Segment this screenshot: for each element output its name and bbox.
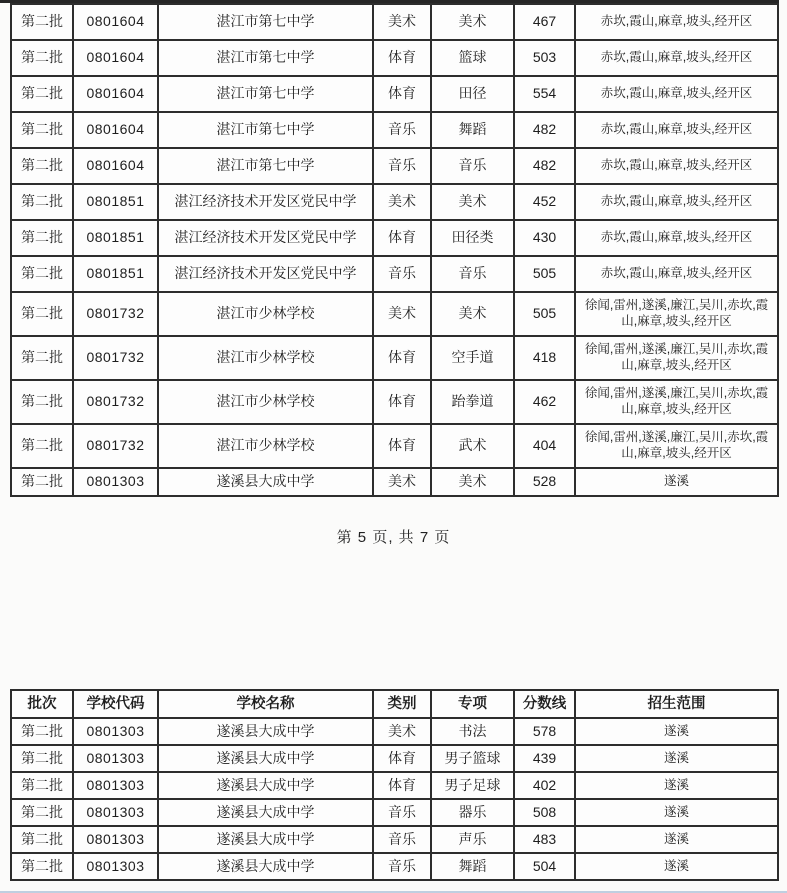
cell-category: 体育 [373, 424, 431, 468]
cell-score-line: 430 [514, 220, 575, 256]
cell-category: 体育 [373, 336, 431, 380]
cell-specialty: 舞蹈 [431, 853, 514, 880]
cell-category: 体育 [373, 772, 431, 799]
table-row [11, 745, 778, 772]
cell-batch: 第二批 [11, 468, 73, 496]
cell-school-code: 0801604 [73, 112, 158, 148]
header-score-line: 分数线 [514, 690, 575, 718]
cell-school-code: 0801732 [73, 292, 158, 336]
cell-batch: 第二批 [11, 853, 73, 880]
cell-batch: 第二批 [11, 4, 73, 40]
cell-score-line: 504 [514, 853, 575, 880]
cell-batch: 第二批 [11, 424, 73, 468]
admission-score-table-page6 [10, 689, 779, 881]
cell-school-code: 0801303 [73, 772, 158, 799]
cell-score-line: 462 [514, 380, 575, 424]
table-row [11, 184, 778, 220]
cell-admission-area: 赤坎,霞山,麻章,坡头,经开区 [575, 184, 778, 220]
table-row [11, 772, 778, 799]
cell-specialty: 田径类 [431, 220, 514, 256]
table-row [11, 799, 778, 826]
cell-specialty: 篮球 [431, 40, 514, 76]
cell-school-name: 遂溪县大成中学 [158, 826, 373, 853]
cell-school-name: 湛江市少林学校 [158, 292, 373, 336]
table-row [11, 424, 778, 468]
header-school-name: 学校名称 [158, 690, 373, 718]
header-school-code: 学校代码 [73, 690, 158, 718]
cell-category: 音乐 [373, 826, 431, 853]
cell-batch: 第二批 [11, 148, 73, 184]
cell-score-line: 482 [514, 148, 575, 184]
table-row [11, 112, 778, 148]
cell-category: 美术 [373, 292, 431, 336]
cell-school-code: 0801303 [73, 826, 158, 853]
cell-admission-area: 遂溪 [575, 745, 778, 772]
cell-category: 美术 [373, 718, 431, 745]
table-row [11, 292, 778, 336]
table-row [11, 468, 778, 496]
cell-school-name: 湛江经济技术开发区党民中学 [158, 256, 373, 292]
header-batch: 批次 [11, 690, 73, 718]
cell-admission-area: 遂溪 [575, 718, 778, 745]
cell-specialty: 田径 [431, 76, 514, 112]
cell-admission-area: 徐闻,雷州,遂溪,廉江,吴川,赤坎,霞山,麻章,坡头,经开区 [575, 424, 778, 468]
cell-school-code: 0801851 [73, 220, 158, 256]
cell-score-line: 418 [514, 336, 575, 380]
header-specialty: 专项 [431, 690, 514, 718]
cell-school-code: 0801604 [73, 148, 158, 184]
cell-category: 音乐 [373, 148, 431, 184]
cell-school-name: 湛江市少林学校 [158, 336, 373, 380]
cell-school-name: 遂溪县大成中学 [158, 718, 373, 745]
cell-admission-area: 遂溪 [575, 468, 778, 496]
cell-admission-area: 遂溪 [575, 853, 778, 880]
cell-batch: 第二批 [11, 184, 73, 220]
table-row [11, 4, 778, 40]
cell-score-line: 452 [514, 184, 575, 220]
table-row [11, 76, 778, 112]
cell-specialty: 音乐 [431, 148, 514, 184]
cell-specialty: 美术 [431, 292, 514, 336]
cell-batch: 第二批 [11, 292, 73, 336]
cell-category: 音乐 [373, 799, 431, 826]
table-row [11, 826, 778, 853]
cell-score-line: 404 [514, 424, 575, 468]
cell-school-name: 湛江市第七中学 [158, 40, 373, 76]
cell-school-code: 0801851 [73, 184, 158, 220]
table-row [11, 256, 778, 292]
cell-batch: 第二批 [11, 799, 73, 826]
cell-category: 体育 [373, 40, 431, 76]
cell-school-code: 0801303 [73, 745, 158, 772]
cell-category: 体育 [373, 745, 431, 772]
cell-specialty: 书法 [431, 718, 514, 745]
cell-admission-area: 赤坎,霞山,麻章,坡头,经开区 [575, 148, 778, 184]
cell-admission-area: 徐闻,雷州,遂溪,廉江,吴川,赤坎,霞山,麻章,坡头,经开区 [575, 380, 778, 424]
cell-school-name: 湛江市少林学校 [158, 424, 373, 468]
cell-score-line: 439 [514, 745, 575, 772]
cell-specialty: 器乐 [431, 799, 514, 826]
cell-admission-area: 遂溪 [575, 772, 778, 799]
cell-admission-area: 赤坎,霞山,麻章,坡头,经开区 [575, 220, 778, 256]
cell-category: 音乐 [373, 112, 431, 148]
table-row [11, 380, 778, 424]
cell-school-code: 0801732 [73, 424, 158, 468]
cell-school-code: 0801303 [73, 468, 158, 496]
cell-school-code: 0801604 [73, 4, 158, 40]
cell-category: 美术 [373, 468, 431, 496]
cell-specialty: 跆拳道 [431, 380, 514, 424]
cell-batch: 第二批 [11, 112, 73, 148]
cell-school-name: 湛江市第七中学 [158, 76, 373, 112]
table-row [11, 853, 778, 880]
cell-score-line: 508 [514, 799, 575, 826]
cell-score-line: 528 [514, 468, 575, 496]
cell-batch: 第二批 [11, 745, 73, 772]
cell-admission-area: 赤坎,霞山,麻章,坡头,经开区 [575, 4, 778, 40]
cell-score-line: 503 [514, 40, 575, 76]
header-category: 类别 [373, 690, 431, 718]
cell-category: 体育 [373, 220, 431, 256]
cell-school-name: 湛江市第七中学 [158, 4, 373, 40]
cell-school-name: 遂溪县大成中学 [158, 853, 373, 880]
cell-school-code: 0801604 [73, 40, 158, 76]
cell-category: 音乐 [373, 853, 431, 880]
cell-specialty: 男子篮球 [431, 745, 514, 772]
cell-school-code: 0801851 [73, 256, 158, 292]
header-admission-area: 招生范围 [575, 690, 778, 718]
cell-school-code: 0801604 [73, 76, 158, 112]
cell-school-code: 0801732 [73, 336, 158, 380]
cell-category: 美术 [373, 4, 431, 40]
cell-specialty: 舞蹈 [431, 112, 514, 148]
cell-school-name: 湛江市第七中学 [158, 112, 373, 148]
cell-school-name: 遂溪县大成中学 [158, 772, 373, 799]
cell-specialty: 武术 [431, 424, 514, 468]
cell-admission-area: 遂溪 [575, 799, 778, 826]
table-row [11, 148, 778, 184]
cell-school-name: 遂溪县大成中学 [158, 745, 373, 772]
page-number: 第 5 页, 共 7 页 [336, 529, 451, 546]
cell-school-code: 0801303 [73, 799, 158, 826]
cell-school-name: 遂溪县大成中学 [158, 468, 373, 496]
cell-school-code: 0801732 [73, 380, 158, 424]
table-row [11, 336, 778, 380]
cell-category: 体育 [373, 76, 431, 112]
cell-school-name: 遂溪县大成中学 [158, 799, 373, 826]
cell-score-line: 554 [514, 76, 575, 112]
table-row [11, 718, 778, 745]
cell-score-line: 505 [514, 256, 575, 292]
cell-score-line: 482 [514, 112, 575, 148]
cell-school-name: 湛江市少林学校 [158, 380, 373, 424]
cell-admission-area: 遂溪 [575, 826, 778, 853]
cell-specialty: 男子足球 [431, 772, 514, 799]
cell-score-line: 402 [514, 772, 575, 799]
cell-score-line: 467 [514, 4, 575, 40]
cell-category: 音乐 [373, 256, 431, 292]
cell-admission-area: 徐闻,雷州,遂溪,廉江,吴川,赤坎,霞山,麻章,坡头,经开区 [575, 336, 778, 380]
cell-specialty: 美术 [431, 4, 514, 40]
cell-score-line: 505 [514, 292, 575, 336]
cell-batch: 第二批 [11, 220, 73, 256]
cell-admission-area: 赤坎,霞山,麻章,坡头,经开区 [575, 40, 778, 76]
table-row [11, 220, 778, 256]
cell-batch: 第二批 [11, 336, 73, 380]
cell-batch: 第二批 [11, 256, 73, 292]
table-row [11, 40, 778, 76]
cell-batch: 第二批 [11, 826, 73, 853]
cell-batch: 第二批 [11, 76, 73, 112]
cell-school-code: 0801303 [73, 718, 158, 745]
admission-score-table-page5 [10, 3, 779, 497]
cell-school-name: 湛江经济技术开发区党民中学 [158, 184, 373, 220]
cell-admission-area: 徐闻,雷州,遂溪,廉江,吴川,赤坎,霞山,麻章,坡头,经开区 [575, 292, 778, 336]
cell-specialty: 音乐 [431, 256, 514, 292]
cell-category: 美术 [373, 184, 431, 220]
cell-school-code: 0801303 [73, 853, 158, 880]
cell-school-name: 湛江市第七中学 [158, 148, 373, 184]
cell-score-line: 483 [514, 826, 575, 853]
cell-batch: 第二批 [11, 40, 73, 76]
cell-specialty: 美术 [431, 184, 514, 220]
cell-batch: 第二批 [11, 718, 73, 745]
cell-batch: 第二批 [11, 772, 73, 799]
header-row [11, 690, 778, 718]
cell-admission-area: 赤坎,霞山,麻章,坡头,经开区 [575, 112, 778, 148]
cell-admission-area: 赤坎,霞山,麻章,坡头,经开区 [575, 256, 778, 292]
cell-batch: 第二批 [11, 380, 73, 424]
cell-specialty: 声乐 [431, 826, 514, 853]
cell-score-line: 578 [514, 718, 575, 745]
cell-admission-area: 赤坎,霞山,麻章,坡头,经开区 [575, 76, 778, 112]
cell-specialty: 美术 [431, 468, 514, 496]
cell-category: 体育 [373, 380, 431, 424]
cell-school-name: 湛江经济技术开发区党民中学 [158, 220, 373, 256]
cell-specialty: 空手道 [431, 336, 514, 380]
